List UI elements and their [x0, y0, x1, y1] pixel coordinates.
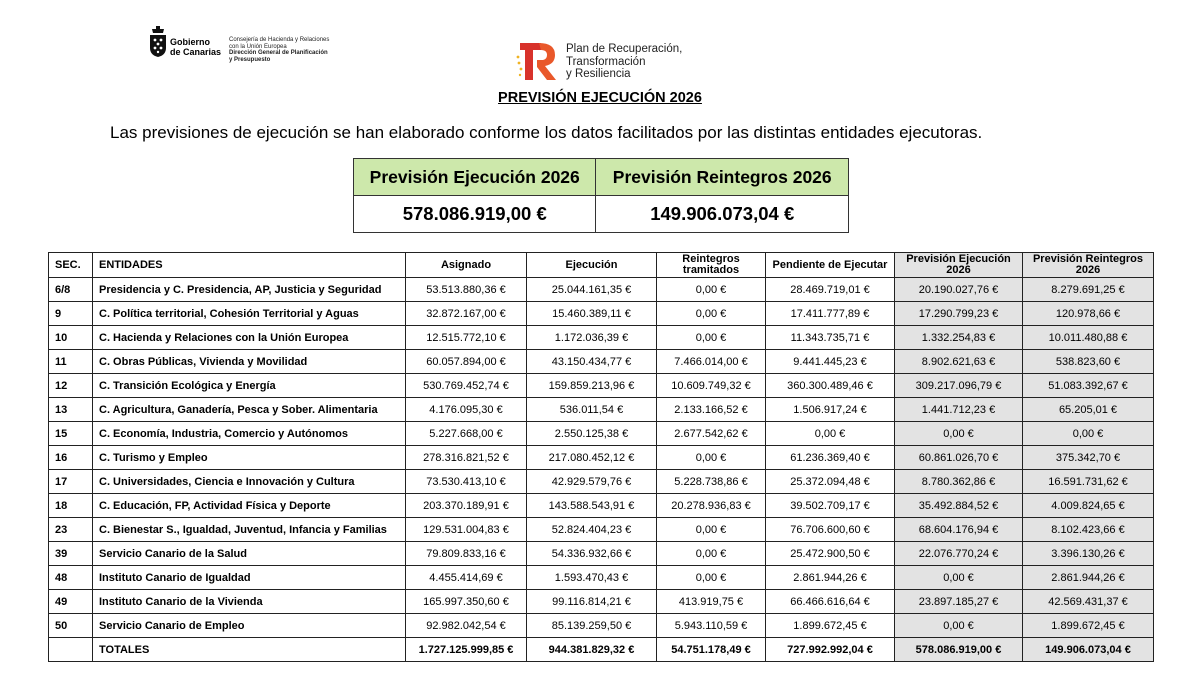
- cell-entidad: Servicio Canario de Empleo: [93, 614, 406, 638]
- totals-label: TOTALES: [93, 638, 406, 662]
- cell-reintegros: 0,00 €: [657, 446, 766, 470]
- cell-asignado: 92.982.042,54 €: [406, 614, 527, 638]
- gobierno-name-line: de Canarias: [170, 47, 222, 57]
- cell-asignado: 129.531.004,83 €: [406, 518, 527, 542]
- document-title: [0, 90, 1200, 106]
- cell-prevision-reintegros: 4.009.824,65 €: [1023, 494, 1154, 518]
- gobierno-name: [170, 37, 220, 57]
- document-title-text: PREVISIÓN EJECUCIÓN 2026: [498, 90, 702, 106]
- cell-asignado: 203.370.189,91 €: [406, 494, 527, 518]
- cell-sec: 12: [49, 374, 93, 398]
- cell-entidad: C. Universidades, Ciencia e Innovación y Cultura: [93, 470, 406, 494]
- cell-asignado: 530.769.452,74 €: [406, 374, 527, 398]
- cell-prevision-ejecucion: 68.604.176,94 €: [895, 518, 1023, 542]
- totals-cell-asignado: 1.727.125.999,85 €: [406, 638, 527, 662]
- summary-value-reintegros: 149.906.073,04 €: [596, 196, 849, 233]
- cell-ejecucion: 52.824.404,23 €: [527, 518, 657, 542]
- cell-entidad: C. Agricultura, Ganadería, Pesca y Sober. Alimentaria: [93, 398, 406, 422]
- table-row: [49, 614, 1154, 638]
- coat-of-arms-icon: [148, 26, 168, 58]
- cell-entidad: Servicio Canario de la Salud: [93, 542, 406, 566]
- cell-prevision-reintegros: 51.083.392,67 €: [1023, 374, 1154, 398]
- cell-asignado: 4.455.414,69 €: [406, 566, 527, 590]
- cell-ejecucion: 1.593.470,43 €: [527, 566, 657, 590]
- cell-prevision-reintegros: 8.279.691,25 €: [1023, 278, 1154, 302]
- cell-reintegros: 7.466.014,00 €: [657, 350, 766, 374]
- cell-ejecucion: 25.044.161,35 €: [527, 278, 657, 302]
- cell-entidad: Presidencia y C. Presidencia, AP, Justicia y Seguridad: [93, 278, 406, 302]
- cell-prevision-reintegros: 538.823,60 €: [1023, 350, 1154, 374]
- cell-ejecucion: 217.080.452,12 €: [527, 446, 657, 470]
- summary-header-reintegros: Previsión Reintegros 2026: [596, 159, 849, 196]
- cell-asignado: 60.057.894,00 €: [406, 350, 527, 374]
- prtr-line: Plan de Recuperación,: [566, 43, 683, 55]
- table-row: [49, 422, 1154, 446]
- cell-pendiente: 25.372.094,48 €: [766, 470, 895, 494]
- cell-entidad: C. Economía, Industria, Comercio y Autónomos: [93, 422, 406, 446]
- cell-entidad: C. Turismo y Empleo: [93, 446, 406, 470]
- cell-entidad: C. Obras Públicas, Vivienda y Movilidad: [93, 350, 406, 374]
- cell-reintegros: 0,00 €: [657, 326, 766, 350]
- cell-pendiente: 9.441.445,23 €: [766, 350, 895, 374]
- cell-entidad: Instituto Canario de la Vivienda: [93, 590, 406, 614]
- cell-ejecucion: 15.460.389,11 €: [527, 302, 657, 326]
- cell-pendiente: 39.502.709,17 €: [766, 494, 895, 518]
- table-row: [49, 590, 1154, 614]
- header-prevision-ejecucion: Previsión Ejecución 2026: [895, 253, 1023, 278]
- cell-reintegros: 2.133.166,52 €: [657, 398, 766, 422]
- cell-pendiente: 76.706.600,60 €: [766, 518, 895, 542]
- table-row: [49, 278, 1154, 302]
- cell-ejecucion: 159.859.213,96 €: [527, 374, 657, 398]
- table-row: [49, 398, 1154, 422]
- cell-prevision-ejecucion: 309.217.096,79 €: [895, 374, 1023, 398]
- header-sec: SEC.: [49, 253, 93, 278]
- cell-ejecucion: 143.588.543,91 €: [527, 494, 657, 518]
- cell-prevision-reintegros: 16.591.731,62 €: [1023, 470, 1154, 494]
- cell-pendiente: 1.899.672,45 €: [766, 614, 895, 638]
- table-header-row: [49, 253, 1154, 278]
- cell-prevision-ejecucion: 8.902.621,63 €: [895, 350, 1023, 374]
- cell-prevision-ejecucion: 0,00 €: [895, 566, 1023, 590]
- cell-reintegros: 0,00 €: [657, 278, 766, 302]
- cell-prevision-reintegros: 10.011.480,88 €: [1023, 326, 1154, 350]
- header-asignado: Asignado: [406, 253, 527, 278]
- cell-reintegros: 0,00 €: [657, 302, 766, 326]
- table-row: [49, 566, 1154, 590]
- prtr-line: y Resiliencia: [566, 68, 631, 80]
- cell-asignado: 12.515.772,10 €: [406, 326, 527, 350]
- cell-prevision-ejecucion: 0,00 €: [895, 422, 1023, 446]
- cell-sec: 49: [49, 590, 93, 614]
- cell-prevision-ejecucion: 23.897.185,27 €: [895, 590, 1023, 614]
- totals-cell-ejecucion: 944.381.829,32 €: [527, 638, 657, 662]
- cell-ejecucion: 2.550.125,38 €: [527, 422, 657, 446]
- cell-sec: 10: [49, 326, 93, 350]
- table-row: [49, 494, 1154, 518]
- summary-table: [353, 158, 849, 233]
- plan-recuperacion-logo: [515, 40, 715, 84]
- header-reintegros: Reintegros tramitados: [657, 253, 766, 278]
- consejeria-text: [229, 37, 354, 63]
- gobierno-canarias-logo: [148, 26, 348, 70]
- summary-header-row: [354, 159, 849, 196]
- cell-sec: 48: [49, 566, 93, 590]
- cell-asignado: 4.176.095,30 €: [406, 398, 527, 422]
- cell-sec: 9: [49, 302, 93, 326]
- cell-pendiente: 28.469.719,01 €: [766, 278, 895, 302]
- cell-asignado: 5.227.668,00 €: [406, 422, 527, 446]
- cell-sec: 23: [49, 518, 93, 542]
- gobierno-name-line: Gobierno: [170, 37, 210, 47]
- summary-header-ejecucion: Previsión Ejecución 2026: [354, 159, 596, 196]
- totals-cell-prevision-reintegros: 149.906.073,04 €: [1023, 638, 1154, 662]
- cell-sec: 11: [49, 350, 93, 374]
- cell-prevision-reintegros: 0,00 €: [1023, 422, 1154, 446]
- cell-prevision-ejecucion: 17.290.799,23 €: [895, 302, 1023, 326]
- cell-sec: 18: [49, 494, 93, 518]
- table-row: [49, 446, 1154, 470]
- cell-pendiente: 0,00 €: [766, 422, 895, 446]
- cell-reintegros: 413.919,75 €: [657, 590, 766, 614]
- cell-sec: 17: [49, 470, 93, 494]
- cell-reintegros: 2.677.542,62 €: [657, 422, 766, 446]
- summary-value-row: [354, 196, 849, 233]
- cell-prevision-ejecucion: 35.492.884,52 €: [895, 494, 1023, 518]
- table-row: [49, 470, 1154, 494]
- cell-prevision-reintegros: 2.861.944,26 €: [1023, 566, 1154, 590]
- cell-pendiente: 1.506.917,24 €: [766, 398, 895, 422]
- header-pendiente: Pendiente de Ejecutar: [766, 253, 895, 278]
- cell-prevision-reintegros: 3.396.130,26 €: [1023, 542, 1154, 566]
- cell-prevision-reintegros: 65.205,01 €: [1023, 398, 1154, 422]
- cell-asignado: 79.809.833,16 €: [406, 542, 527, 566]
- cell-prevision-ejecucion: 1.332.254,83 €: [895, 326, 1023, 350]
- cell-ejecucion: 42.929.579,76 €: [527, 470, 657, 494]
- cell-prevision-reintegros: 42.569.431,37 €: [1023, 590, 1154, 614]
- cell-reintegros: 20.278.936,83 €: [657, 494, 766, 518]
- cell-entidad: C. Política territorial, Cohesión Territorial y Aguas: [93, 302, 406, 326]
- cell-pendiente: 61.236.369,40 €: [766, 446, 895, 470]
- table-row: [49, 350, 1154, 374]
- intro-paragraph: Las previsiones de ejecución se han elaborado conforme los datos facilitados por las distintas entidades ejecutoras.: [110, 123, 983, 142]
- cell-asignado: 278.316.821,52 €: [406, 446, 527, 470]
- cell-reintegros: 10.609.749,32 €: [657, 374, 766, 398]
- cell-prevision-ejecucion: 60.861.026,70 €: [895, 446, 1023, 470]
- direccion-line: Dirección General de Planificación: [229, 50, 328, 57]
- cell-entidad: C. Hacienda y Relaciones con la Unión Europea: [93, 326, 406, 350]
- direccion-line: y Presupuesto: [229, 56, 271, 63]
- cell-prevision-ejecucion: 1.441.712,23 €: [895, 398, 1023, 422]
- consejeria-line: con la Unión Europea: [229, 43, 287, 50]
- totals-row: [49, 638, 1154, 662]
- consejeria-line: Consejería de Hacienda y Relaciones: [229, 37, 330, 43]
- cell-pendiente: 360.300.489,46 €: [766, 374, 895, 398]
- prtr-mark-icon: [515, 40, 561, 82]
- cell-sec: 39: [49, 542, 93, 566]
- cell-asignado: 32.872.167,00 €: [406, 302, 527, 326]
- cell-ejecucion: 536.011,54 €: [527, 398, 657, 422]
- cell-asignado: 53.513.880,36 €: [406, 278, 527, 302]
- cell-prevision-reintegros: 1.899.672,45 €: [1023, 614, 1154, 638]
- cell-ejecucion: 43.150.434,77 €: [527, 350, 657, 374]
- table-row: [49, 374, 1154, 398]
- cell-ejecucion: 85.139.259,50 €: [527, 614, 657, 638]
- header-ejecucion: Ejecución: [527, 253, 657, 278]
- cell-pendiente: 17.411.777,89 €: [766, 302, 895, 326]
- cell-asignado: 165.997.350,60 €: [406, 590, 527, 614]
- table-row: [49, 326, 1154, 350]
- cell-entidad: Instituto Canario de Igualdad: [93, 566, 406, 590]
- totals-cell-prevision-ejecucion: 578.086.919,00 €: [895, 638, 1023, 662]
- entities-table: [48, 252, 1154, 662]
- cell-prevision-reintegros: 8.102.423,66 €: [1023, 518, 1154, 542]
- header-prevision-reintegros: Previsión Reintegros 2026: [1023, 253, 1154, 278]
- cell-sec: 16: [49, 446, 93, 470]
- table-row: [49, 518, 1154, 542]
- cell-prevision-ejecucion: 20.190.027,76 €: [895, 278, 1023, 302]
- totals-cell-reintegros: 54.751.178,49 €: [657, 638, 766, 662]
- cell-entidad: C. Educación, FP, Actividad Física y Deporte: [93, 494, 406, 518]
- cell-pendiente: 2.861.944,26 €: [766, 566, 895, 590]
- cell-sec: 6/8: [49, 278, 93, 302]
- cell-prevision-reintegros: 120.978,66 €: [1023, 302, 1154, 326]
- prtr-line: Transformación: [566, 55, 646, 68]
- table-row: [49, 302, 1154, 326]
- cell-reintegros: 5.228.738,86 €: [657, 470, 766, 494]
- cell-reintegros: 0,00 €: [657, 542, 766, 566]
- cell-sec: 15: [49, 422, 93, 446]
- cell-ejecucion: 54.336.932,66 €: [527, 542, 657, 566]
- cell-entidad: C. Bienestar S., Igualdad, Juventud, Infancia y Familias: [93, 518, 406, 542]
- table-row: [49, 542, 1154, 566]
- cell-prevision-ejecucion: 0,00 €: [895, 614, 1023, 638]
- header-entidades: ENTIDADES: [93, 253, 406, 278]
- cell-prevision-reintegros: 375.342,70 €: [1023, 446, 1154, 470]
- prtr-text: [566, 43, 682, 81]
- totals-cell-pendiente: 727.992.992,04 €: [766, 638, 895, 662]
- cell-prevision-ejecucion: 22.076.770,24 €: [895, 542, 1023, 566]
- cell-asignado: 73.530.413,10 €: [406, 470, 527, 494]
- cell-pendiente: 11.343.735,71 €: [766, 326, 895, 350]
- summary-value-ejecucion: 578.086.919,00 €: [354, 196, 596, 233]
- cell-pendiente: 66.466.616,64 €: [766, 590, 895, 614]
- cell-ejecucion: 1.172.036,39 €: [527, 326, 657, 350]
- cell-pendiente: 25.472.900,50 €: [766, 542, 895, 566]
- cell-reintegros: 0,00 €: [657, 566, 766, 590]
- cell-reintegros: 0,00 €: [657, 518, 766, 542]
- cell-reintegros: 5.943.110,59 €: [657, 614, 766, 638]
- cell-sec: 50: [49, 614, 93, 638]
- cell-ejecucion: 99.116.814,21 €: [527, 590, 657, 614]
- cell-prevision-ejecucion: 8.780.362,86 €: [895, 470, 1023, 494]
- totals-cell-sec: [49, 638, 93, 662]
- cell-entidad: C. Transición Ecológica y Energía: [93, 374, 406, 398]
- cell-sec: 13: [49, 398, 93, 422]
